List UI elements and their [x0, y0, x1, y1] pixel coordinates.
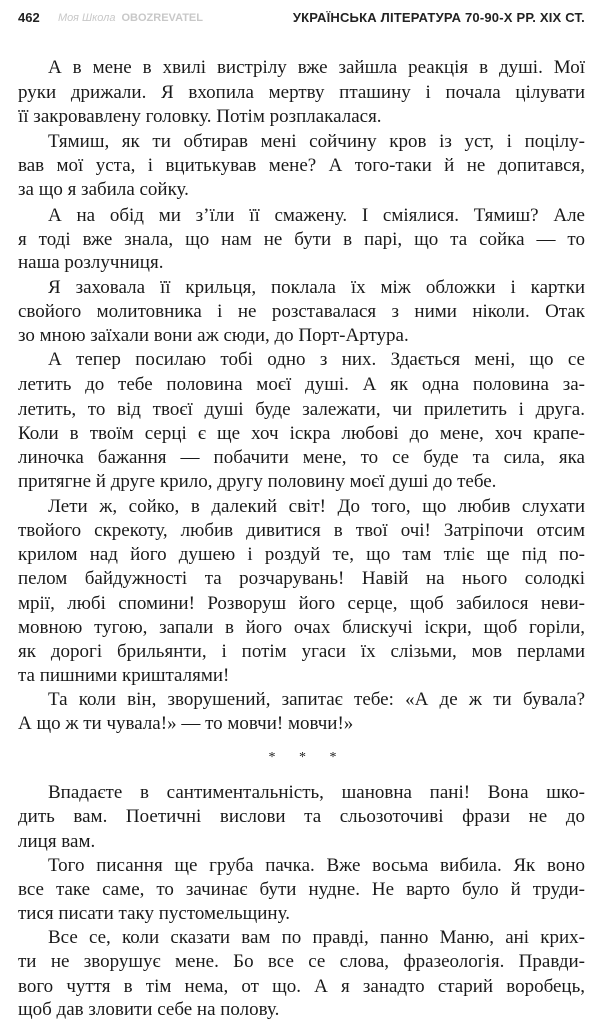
text-line: її закровавлену головку. Потім розплакалася.: [18, 106, 382, 127]
text-line: А в мене в хвилі вистрілу вже зайшла реакція в душі. Мої: [48, 57, 585, 78]
text-line: все таке саме, то зачинає бути нудне. Не варто було й труди-: [18, 879, 585, 900]
page-number: 462: [18, 10, 40, 25]
text-line: крилом над його душею і роздуй те, що там тліє ще під по-: [18, 544, 585, 565]
text-line: Коли в твоїм серці є ще хоч іскра любові до мене, хоч крапе-: [18, 423, 585, 444]
text-line: ти не зворушує мене. Бо все се слова, фразеологія. Правди-: [18, 951, 585, 972]
text-line: А що ж ти чувала!» — то мовчи! мовчи!»: [18, 713, 354, 734]
watermark-school: Моя Школа: [58, 12, 116, 24]
text-line: дить вам. Поетичні вислови та сльозоточиві фрази не до: [18, 806, 585, 827]
text-line: Та коли він, зворушений, запитає тебе: «А де ж ти бувала?: [48, 689, 585, 710]
text-line: А тепер посилаю тобі одно з них. Здається мені, що се: [48, 349, 585, 370]
text-line: вав мої уста, і вцитькував мене? А того-таки й не допитався,: [18, 155, 585, 176]
text-line: я тоді вже знала, що нам не бути в парі, що та сойка — то: [18, 229, 585, 250]
text-line: летить до тебе половина моєї душі. А як одна половина за-: [18, 374, 585, 395]
text-line: мрії, любі спомини! Розворуш його серце, щоб забилося неви-: [18, 593, 585, 614]
text-line: як дорогі брильянти, і потім угаси їх слізьми, мов перлами: [18, 641, 585, 662]
text-line: лиця вам.: [18, 831, 96, 852]
watermark-brand: OBOZREVATEL: [121, 12, 203, 24]
watermark: [58, 11, 203, 25]
text-line: свойого молитовника і не розставалася з ними ніколи. Отак: [18, 301, 585, 322]
text-line: щоб дав зловити себе на полову.: [18, 999, 280, 1020]
text-line: Я заховала її крильця, поклала їх між обложки і картки: [48, 277, 585, 298]
text-line: тися писати таку пустомельщину.: [18, 903, 290, 924]
text-line: твойого скрекоту, любив дивитися в твої очі! Затріпочи отсим: [18, 520, 585, 541]
text-line: та пишними кришталями!: [18, 665, 230, 686]
text-line: Лети ж, сойко, в далекий світ! До того, що любив слухати: [48, 496, 585, 517]
text-line: притягне й друге крило, другу половину моєї душі до тебе.: [18, 471, 497, 492]
text-line: Все се, коли сказати вам по правді, панно Маню, ані крих-: [48, 927, 585, 948]
text-line: Тямиш, як ти обтирав мені сойчину кров із уст, і поцілу-: [48, 131, 585, 152]
section-separator: * * *: [268, 750, 347, 765]
text-line: летить, то від твоєї душі буде залежати, чи прилетить і друга.: [18, 399, 585, 420]
text-line: за що я забила сойку.: [18, 179, 189, 200]
text-line: линочка бажання — побачити мене, то се буде та сила, яка: [18, 447, 585, 468]
text-line: мовною тугою, запали в його очах блискучі іскри, щоб горіли,: [18, 617, 585, 638]
text-line: вого чуття в тім нема, от що. А я занадто старий воробець,: [18, 976, 585, 997]
text-line: Впадаєте в сантиментальність, шановна пані! Вона шко-: [48, 782, 585, 803]
text-line: А на обід ми з’їли її смажену. І сміялися. Тямиш? Але: [48, 205, 585, 226]
text-line: пелом байдужності та розчарувань! Навій на нього солодкі: [18, 568, 585, 589]
text-line: наша розлучниця.: [18, 252, 164, 273]
text-line: Того писання ще груба пачка. Вже восьма вибила. Як воно: [48, 855, 585, 876]
text-line: руки дрижали. Я вхопила мертву пташину і почала цілувати: [18, 82, 585, 103]
running-title: УКРАЇНСЬКА ЛІТЕРАТУРА 70-90-Х РР. ХІХ СТ.: [292, 10, 585, 25]
text-line: зо мною заїхали вони аж сюди, до Порт-Артура.: [18, 325, 409, 346]
